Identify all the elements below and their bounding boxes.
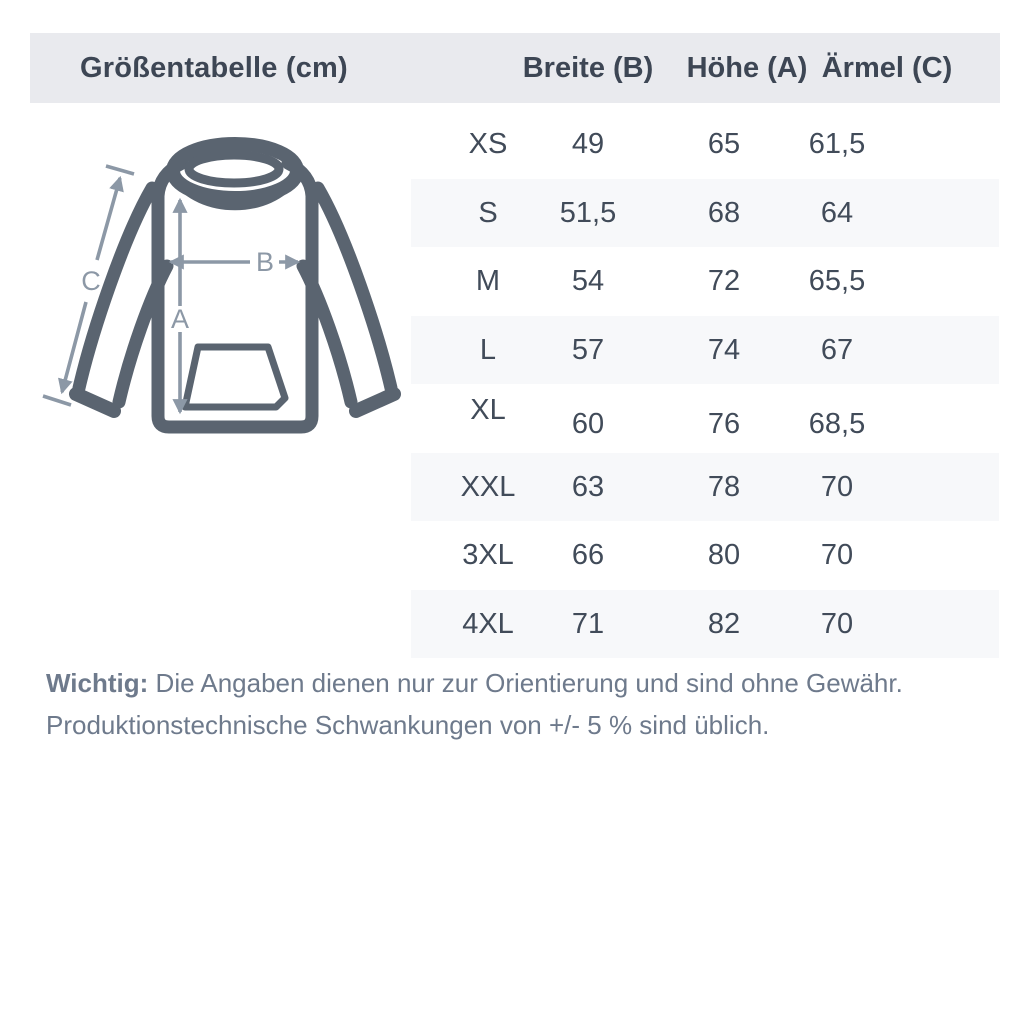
hoodie-icon — [40, 130, 412, 450]
cell-breite: 60 — [571, 408, 605, 440]
note-label: Wichtig: — [46, 668, 149, 698]
cell-aermel: 70 — [820, 607, 854, 640]
hood-inner — [189, 155, 279, 183]
cell-size: XS — [468, 128, 508, 160]
tick-c-bottom — [43, 396, 71, 405]
column-header-breite: Breite (B) — [522, 52, 654, 84]
table-row-3xl — [411, 521, 999, 590]
cell-aermel: 67 — [820, 333, 854, 366]
table-row-xs — [411, 110, 999, 179]
table-row-m — [411, 247, 999, 316]
cell-aermel: 65,5 — [808, 265, 866, 297]
table-row-l — [411, 316, 999, 385]
table-row-xxl — [411, 453, 999, 522]
sleeve-right-cuff — [356, 394, 394, 411]
cell-hoehe: 65 — [707, 128, 741, 160]
table-header-band — [30, 33, 1000, 103]
cell-breite: 66 — [571, 539, 605, 571]
cell-size: 3XL — [462, 539, 514, 571]
note-line1: Die Angaben dienen nur zur Orientierung und sind ohne Gewähr. — [155, 668, 903, 698]
cell-size: M — [475, 265, 501, 297]
cell-hoehe: 72 — [707, 265, 741, 297]
dimension-label-height: A — [170, 304, 190, 334]
cell-hoehe: 76 — [707, 408, 741, 440]
cell-aermel: 64 — [820, 196, 854, 229]
column-header-aermel: Ärmel (C) — [821, 52, 953, 84]
cell-aermel: 61,5 — [808, 128, 866, 160]
cell-size: XXL — [460, 470, 516, 503]
size-table — [411, 110, 999, 658]
table-row-xl — [411, 384, 999, 453]
tick-c-top — [106, 166, 134, 174]
cell-breite: 57 — [571, 333, 605, 366]
cell-size: L — [479, 333, 497, 366]
table-row-4xl — [411, 590, 999, 659]
cell-aermel: 70 — [820, 539, 854, 571]
cell-aermel: 68,5 — [808, 408, 866, 440]
page-title: Größentabelle (cm) — [80, 52, 348, 84]
cell-hoehe: 78 — [707, 470, 741, 503]
cell-hoehe: 82 — [707, 607, 741, 640]
cell-hoehe: 80 — [707, 539, 741, 571]
important-note — [46, 662, 903, 746]
cell-size: XL — [470, 394, 506, 426]
arrow-c-up — [97, 178, 120, 260]
sleeve-right-outer — [318, 188, 391, 388]
dimension-label-width: B — [255, 247, 275, 277]
cell-breite: 63 — [571, 470, 605, 503]
cell-breite: 49 — [571, 128, 605, 160]
dimension-label-sleeve: C — [81, 266, 101, 296]
hoodie-diagram — [40, 130, 412, 450]
cell-breite: 71 — [571, 607, 605, 640]
cell-breite: 54 — [571, 265, 605, 297]
cell-breite: 51,5 — [559, 196, 617, 229]
table-row-s — [411, 179, 999, 248]
cell-size: S — [478, 196, 498, 229]
column-header-hoehe: Höhe (A) — [686, 52, 808, 84]
cell-aermel: 70 — [820, 470, 854, 503]
sleeve-left-cuff — [76, 394, 114, 411]
note-line2: Produktionstechnische Schwankungen von +/- 5 % sind üblich. — [46, 710, 770, 740]
pocket-outline — [185, 347, 285, 407]
cell-hoehe: 68 — [707, 196, 741, 229]
hoodie-outline — [76, 144, 394, 427]
cell-hoehe: 74 — [707, 333, 741, 366]
cell-size: 4XL — [462, 607, 514, 640]
